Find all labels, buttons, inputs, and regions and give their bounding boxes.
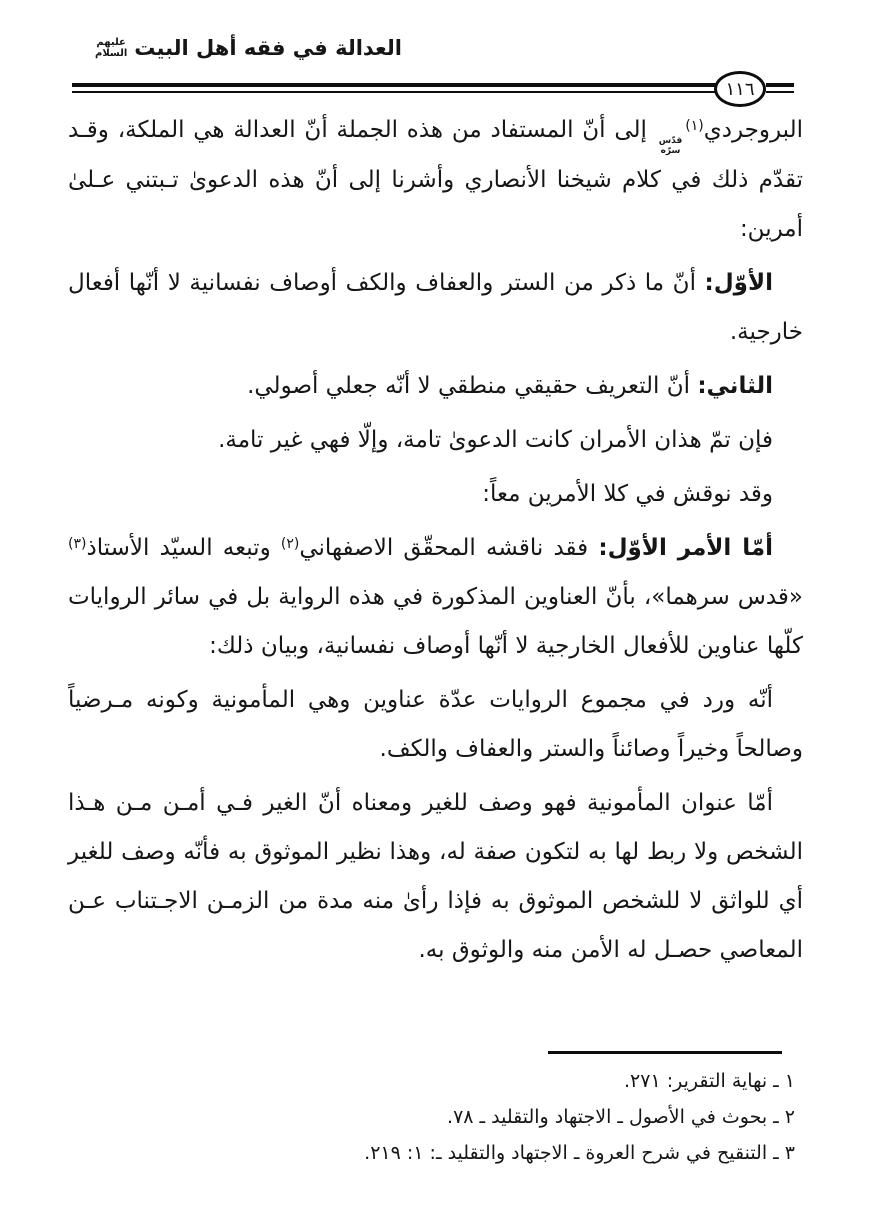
text-segment: وقد نوقش في كلا الأمرين معاً: xyxy=(482,481,773,507)
footnotes-list xyxy=(135,1063,795,1171)
paragraph xyxy=(68,470,803,519)
quddisa-sirruh-honorific: قدّس سرّه xyxy=(658,136,683,156)
header-rule-thick-stub xyxy=(766,83,794,87)
paragraph xyxy=(68,106,803,254)
text-segment: الثاني: xyxy=(697,373,773,399)
page-number: ١١٦ xyxy=(725,78,755,100)
text-segment: أنّه ورد في مجموع الروايات عدّة عناوين وهي المأمونية وكونه مـرضياً وصالحاً وخيراً وصائناً والستر والعفاف والكف. xyxy=(68,687,803,762)
text-segment: أنّ ما ذكر من الستر والعفاف والكف أوصاف نفسانية لا أنّها أفعال خارجية. xyxy=(68,270,803,345)
paragraph xyxy=(68,676,803,774)
text-segment: فقد ناقشه المحقّق الاصفهاني xyxy=(299,535,599,561)
footnote-item: ١ ـ نهاية التقرير: ٢٧١. xyxy=(624,1070,795,1092)
paragraph xyxy=(68,779,803,975)
alayhim-assalam-honorific: عليهم السلام xyxy=(95,37,128,59)
header-rule-thin xyxy=(72,91,716,93)
body-text xyxy=(68,106,803,980)
header-rule-thin-stub xyxy=(766,91,794,93)
text-segment: أمّا الأمر الأوّل: xyxy=(598,535,773,561)
footnote-marker: (٣) xyxy=(68,536,87,552)
text-segment: إلى أنّ المستفاد من هذه الجملة أنّ العدالة هي الملكة، وقـد تقدّم ذلك في كلام شيخنا الأنصاري وأشرنا إلى أنّ هذه الدعوىٰ تـبتني عـلىٰ أمرين: xyxy=(68,117,803,242)
page-number-badge xyxy=(714,71,766,107)
text-segment: أنّ التعريف حقيقي منطقي لا أنّه جعلي أصولي. xyxy=(247,373,698,399)
footnote-marker: (١) xyxy=(685,118,704,134)
paragraph xyxy=(68,524,803,671)
text-segment: البروجردي xyxy=(703,117,803,143)
footnote-marker: (٢) xyxy=(280,536,300,552)
paragraph xyxy=(68,416,803,465)
paragraph xyxy=(68,362,803,411)
text-segment: وتبعه السيّد الأستاذ xyxy=(86,535,281,561)
text-segment: الأوّل: xyxy=(704,270,773,296)
header-rule-thick xyxy=(72,83,716,87)
footnote-separator xyxy=(548,1051,782,1054)
footnote-item: ٢ ـ بحوث في الأصول ـ الاجتهاد والتقليد ـ ٧٨. xyxy=(447,1106,795,1128)
running-head xyxy=(95,36,402,60)
page-title: العدالة في فقه أهل البيت xyxy=(134,36,402,60)
text-segment: أمّا عنوان المأمونية فهو وصف للغير ومعناه أنّ الغير فـي أمـن مـن هـذا الشخص ولا ربط لها به لتكون صفة له، وهذا نظير الموثوق به فأنّه وصف للغير أي للواثق لا للشخص الموثوق به فإذا رأىٰ منه مدة من الزمـن الاجـتناب عـن المعاصي حصـل له الأمن منه والوثوق به. xyxy=(68,790,803,963)
paragraph xyxy=(68,259,803,357)
text-segment: فإن تمّ هذان الأمران كانت الدعوىٰ تامة، وإلّا فهي غير تامة. xyxy=(218,427,773,453)
footnote-item: ٣ ـ التنقيح في شرح العروة ـ الاجتهاد والتقليد ـ: ١: ٢١٩. xyxy=(364,1142,795,1164)
text-segment: «قدس سرهما»، بأنّ العناوين المذكورة في هذه الرواية بل في سائر الروايات كلّها عناوين للأفعال الخارجية لا أنّها أوصاف نفسانية، وبيان ذلك: xyxy=(68,584,803,659)
